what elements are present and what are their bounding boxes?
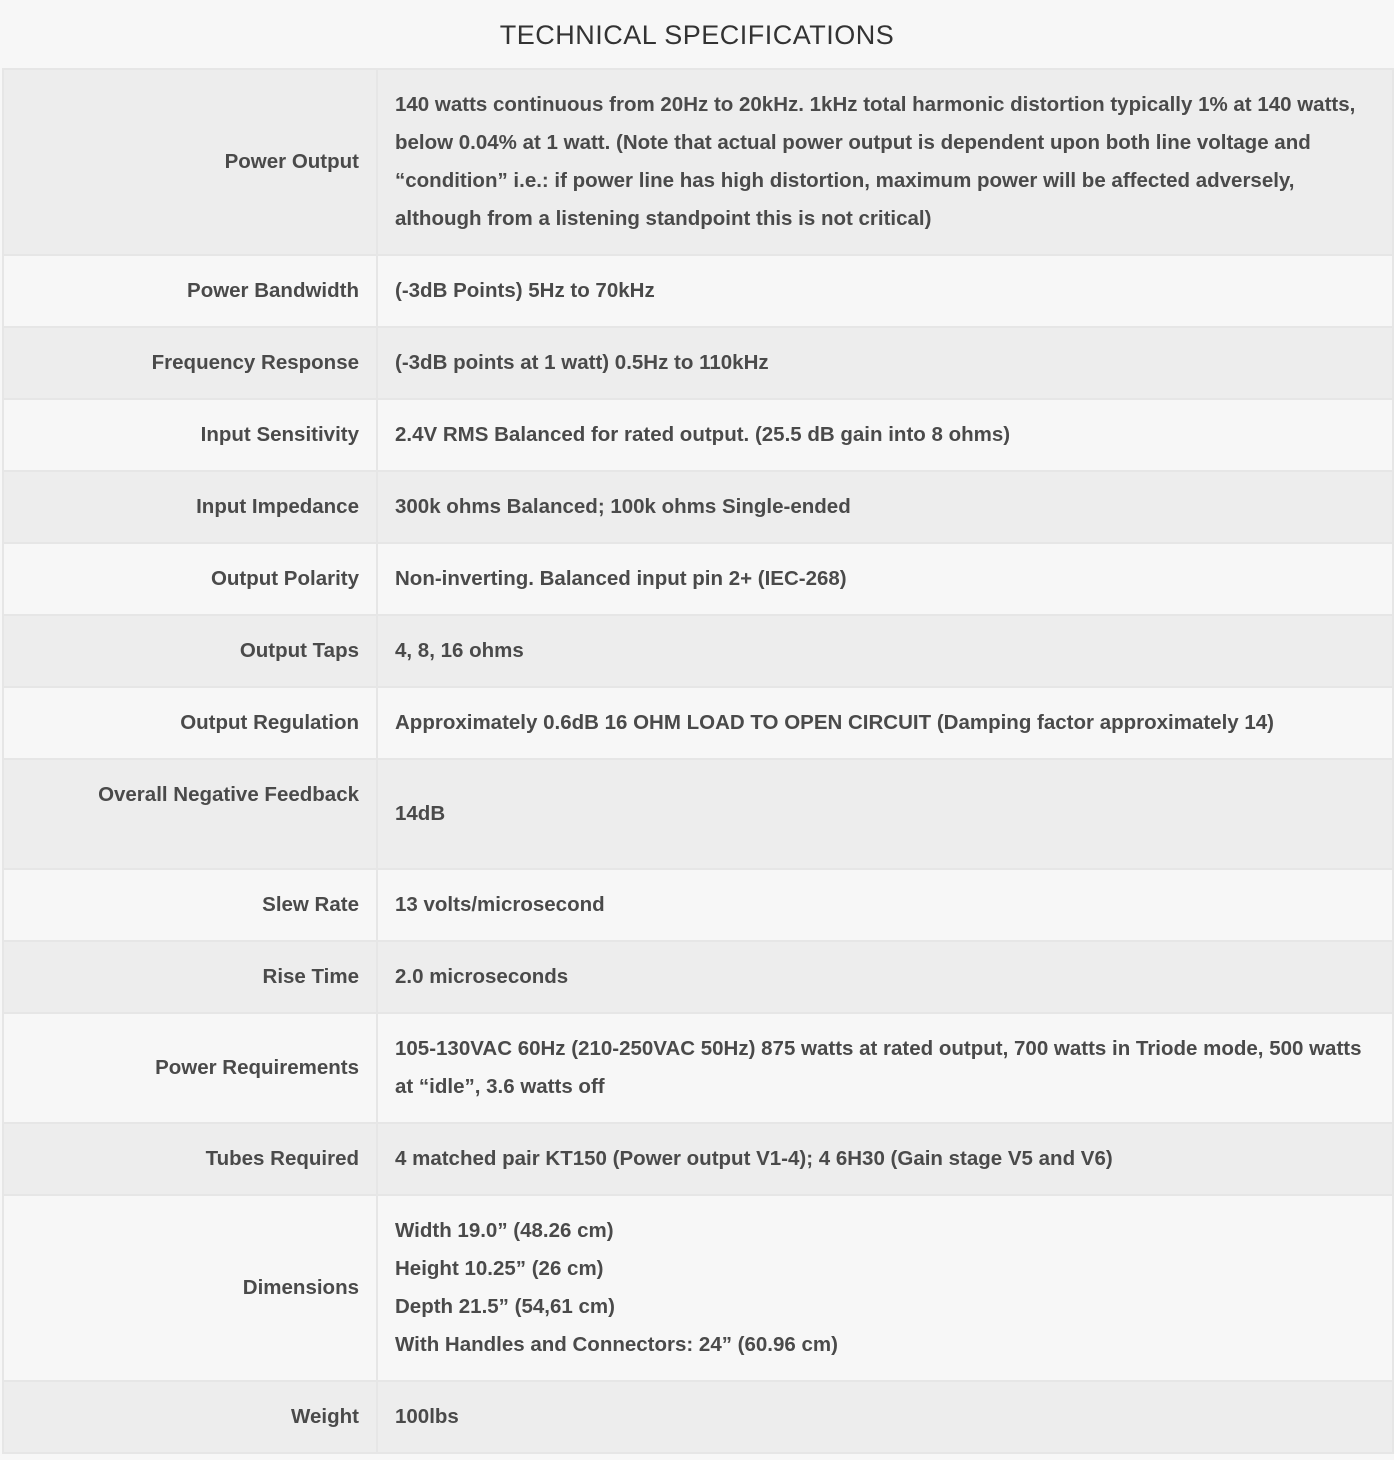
spec-value: 105-130VAC 60Hz (210-250VAC 50Hz) 875 watts at rated output, 700 watts in Triode mode, 500 watts at “idle”, 3.6 watts off bbox=[377, 1013, 1393, 1123]
spec-label: Rise Time bbox=[3, 941, 377, 1013]
spec-label: Output Regulation bbox=[3, 687, 377, 759]
spec-row-frequency-response bbox=[3, 327, 1393, 399]
spec-value: 14dB bbox=[377, 759, 1393, 869]
spec-value: Non-inverting. Balanced input pin 2+ (IEC-268) bbox=[377, 543, 1393, 615]
spec-row-tubes-required bbox=[3, 1123, 1393, 1195]
spec-row-rise-time bbox=[3, 941, 1393, 1013]
spec-label: Input Impedance bbox=[3, 471, 377, 543]
spec-row-weight bbox=[3, 1381, 1393, 1453]
spec-row-slew-rate bbox=[3, 869, 1393, 941]
spec-value: (-3dB Points) 5Hz to 70kHz bbox=[377, 255, 1393, 327]
dimension-line: With Handles and Connectors: 24” (60.96 cm) bbox=[395, 1333, 838, 1356]
spec-label: Power Requirements bbox=[3, 1013, 377, 1123]
spec-label: Input Sensitivity bbox=[3, 399, 377, 471]
spec-row-input-impedance bbox=[3, 471, 1393, 543]
spec-row-output-polarity bbox=[3, 543, 1393, 615]
spec-row-input-sensitivity bbox=[3, 399, 1393, 471]
spec-table bbox=[2, 68, 1394, 1454]
spec-value: 100lbs bbox=[377, 1381, 1393, 1453]
dimension-line: Height 10.25” (26 cm) bbox=[395, 1257, 604, 1280]
dimension-line: Width 19.0” (48.26 cm) bbox=[395, 1219, 614, 1242]
spec-value: 4, 8, 16 ohms bbox=[377, 615, 1393, 687]
spec-label: Frequency Response bbox=[3, 327, 377, 399]
spec-row-output-regulation bbox=[3, 687, 1393, 759]
spec-label: Tubes Required bbox=[3, 1123, 377, 1195]
spec-value: 2.4V RMS Balanced for rated output. (25.5 dB gain into 8 ohms) bbox=[377, 399, 1393, 471]
spec-value: 140 watts continuous from 20Hz to 20kHz. 1kHz total harmonic distortion typically 1% at 140 watts, below 0.04% at 1 watt. (Note that actual power output is dependent upon both line voltage and “condition” i.e.: if power line has high distortion, maximum power will be affected adversely, although from a listening standpoint this is not critical) bbox=[377, 69, 1393, 255]
spec-value: 300k ohms Balanced; 100k ohms Single-ended bbox=[377, 471, 1393, 543]
spec-label: Output Polarity bbox=[3, 543, 377, 615]
spec-row-overall-negative-feedback bbox=[3, 759, 1393, 869]
spec-label: Power Bandwidth bbox=[3, 255, 377, 327]
spec-label: Dimensions bbox=[3, 1195, 377, 1381]
page-title: TECHNICAL SPECIFICATIONS bbox=[499, 20, 895, 50]
spec-value: 2.0 microseconds bbox=[377, 941, 1393, 1013]
spec-label: Overall Negative Feedback bbox=[3, 759, 377, 869]
spec-value: 4 matched pair KT150 (Power output V1-4); 4 6H30 (Gain stage V5 and V6) bbox=[377, 1123, 1393, 1195]
spec-label: Power Output bbox=[3, 69, 377, 255]
spec-value bbox=[377, 1195, 1393, 1381]
spec-row-output-taps bbox=[3, 615, 1393, 687]
spec-row-power-output bbox=[3, 69, 1393, 255]
spec-row-power-bandwidth bbox=[3, 255, 1393, 327]
spec-row-power-requirements bbox=[3, 1013, 1393, 1123]
spec-label: Weight bbox=[3, 1381, 377, 1453]
spec-row-dimensions bbox=[3, 1195, 1393, 1381]
spec-value: Approximately 0.6dB 16 OHM LOAD TO OPEN CIRCUIT (Damping factor approximately 14) bbox=[377, 687, 1393, 759]
spec-value: (-3dB points at 1 watt) 0.5Hz to 110kHz bbox=[377, 327, 1393, 399]
spec-value: 13 volts/microsecond bbox=[377, 869, 1393, 941]
dimension-line: Depth 21.5” (54,61 cm) bbox=[395, 1295, 615, 1318]
spec-label: Output Taps bbox=[3, 615, 377, 687]
spec-label: Slew Rate bbox=[3, 869, 377, 941]
